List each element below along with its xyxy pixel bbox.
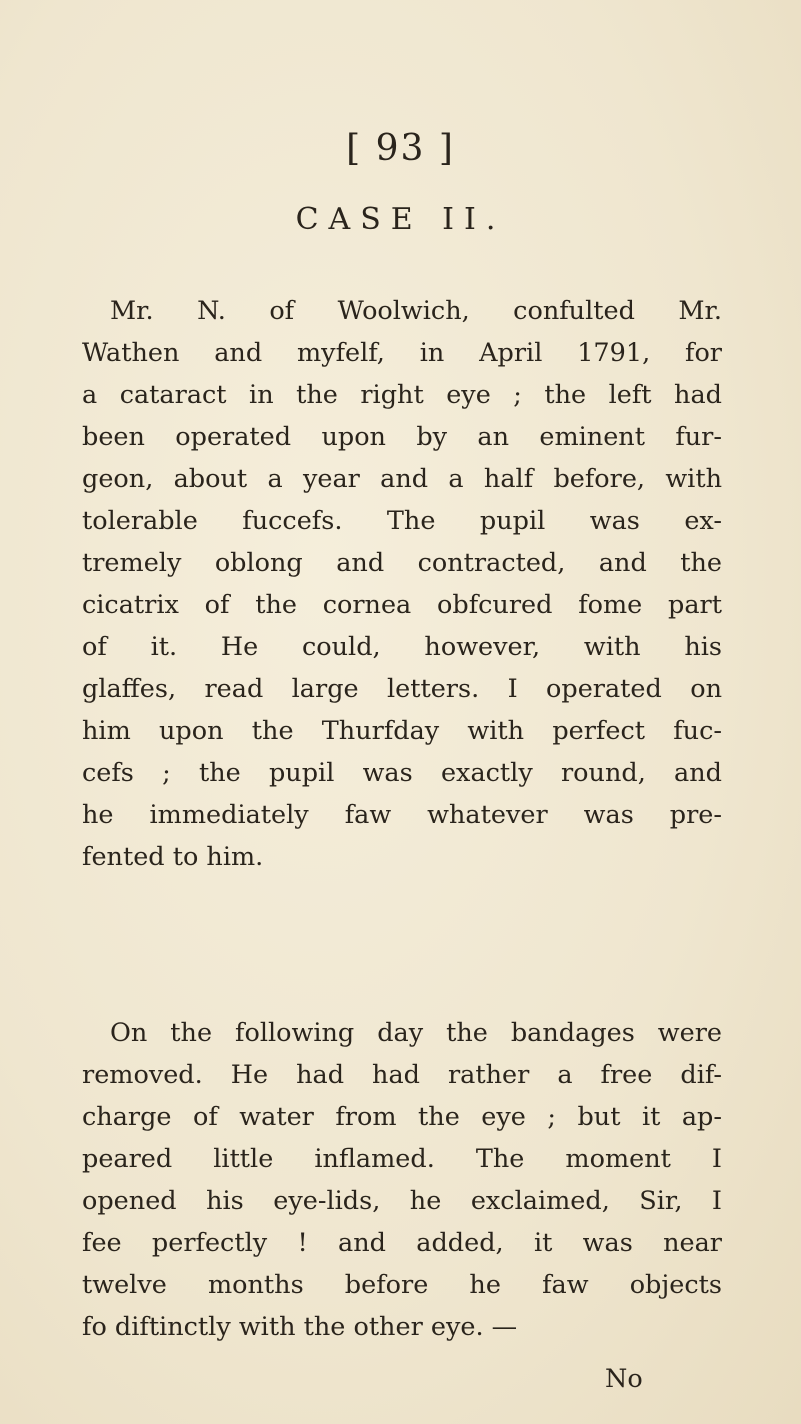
- text-line: geon, about a year and a half before, with: [82, 464, 722, 494]
- text-line: cicatrix of the cornea obfcured fome part: [82, 590, 722, 620]
- text-line: cefs ; the pupil was exactly round, and: [82, 758, 722, 788]
- text-line: twelve months before he faw objects: [82, 1270, 722, 1300]
- text-line: of it. He could, however, with his: [82, 632, 722, 662]
- text-line: glaffes, read large letters. I operated on: [82, 674, 722, 704]
- paragraph-2: [82, 1012, 722, 1348]
- text-line: On the following day the bandages were: [110, 1018, 722, 1048]
- text-line: peared little inflamed. The moment I: [82, 1144, 722, 1174]
- text-line: Wathen and myfelf, in April 1791, for: [82, 338, 722, 368]
- text-line: him upon the Thurfday with perfect fuc-: [82, 716, 722, 746]
- text-line: opened his eye-lids, he exclaimed, Sir, I: [82, 1186, 722, 1216]
- text-line: charge of water from the eye ; but it ap-: [82, 1102, 722, 1132]
- text-line: fented to him.: [82, 842, 264, 872]
- case-title: CASE II.: [295, 202, 506, 237]
- text-line: a cataract in the right eye ; the left had: [82, 380, 722, 410]
- text-line: fee perfectly ! and added, it was near: [82, 1228, 722, 1258]
- text-line: tolerable fuccefs. The pupil was ex-: [82, 506, 722, 536]
- text-line: Mr. N. of Woolwich, confulted Mr.: [110, 296, 722, 326]
- text-line: been operated upon by an eminent fur-: [82, 422, 722, 452]
- text-line: he immediately faw whatever was pre-: [82, 800, 722, 830]
- page-number: [ 93 ]: [346, 128, 455, 169]
- text-line: tremely oblong and contracted, and the: [82, 548, 722, 578]
- catchword: No: [605, 1364, 643, 1394]
- text-line: fo diftinctly with the other eye. —: [82, 1312, 518, 1342]
- paragraph-1: [82, 290, 722, 878]
- text-line: removed. He had had rather a free dif-: [82, 1060, 722, 1090]
